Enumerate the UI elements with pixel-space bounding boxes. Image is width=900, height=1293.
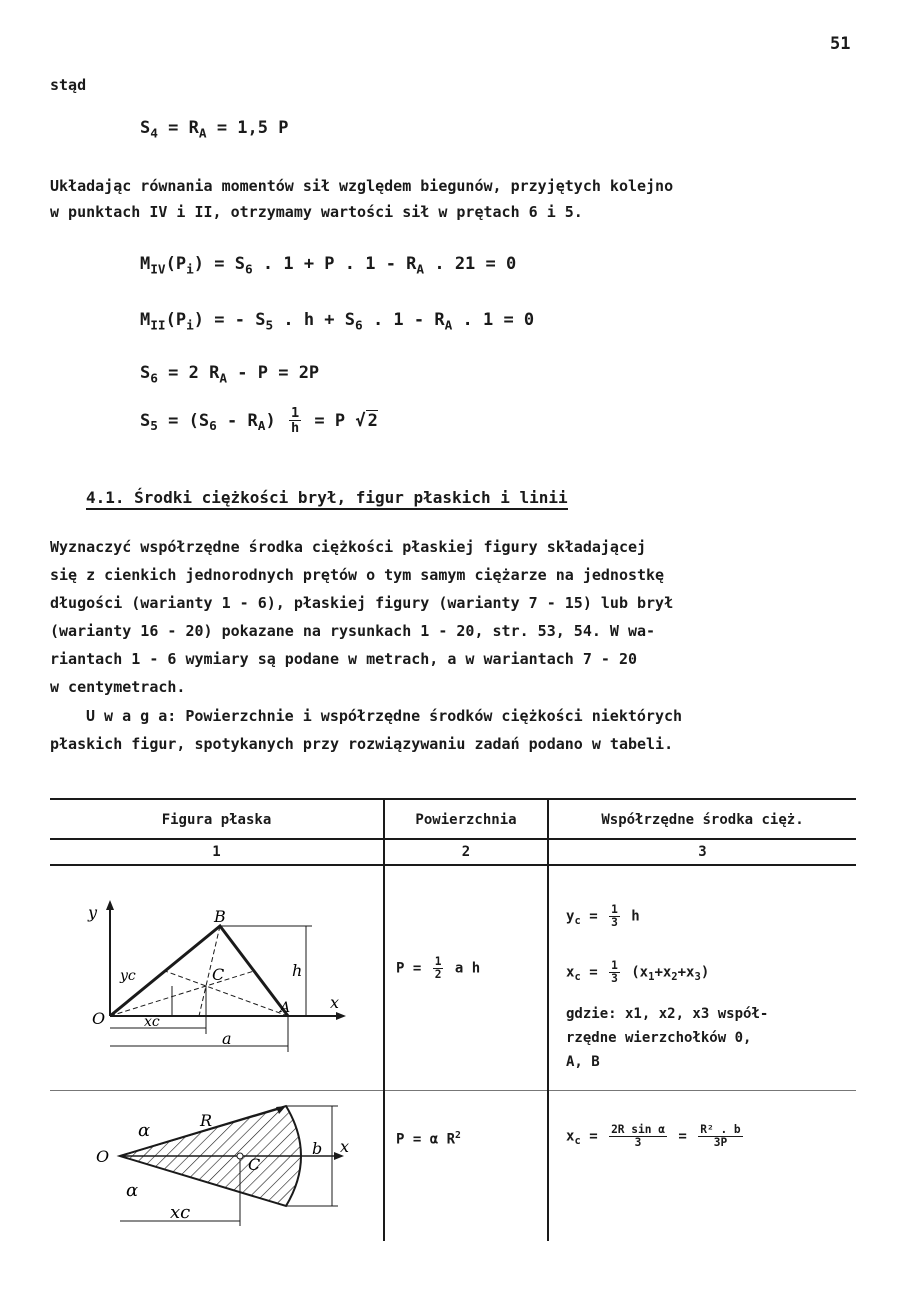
label-y: y [88, 903, 98, 922]
row1-note-line1: gdzie: x1, x2, x3 współ- [566, 1006, 769, 1022]
moment-equation-iv: $M_{IV}(P_i) = S_6$ . 1 + P . $1 - R_A$ . 21 = 0 [140, 254, 517, 278]
fraction-one-over-h: $\frac{1}{h}$ [290, 405, 300, 437]
row1-note-line3: A, B [566, 1054, 600, 1070]
equation-s6: $S_6 = 2$ $R_A - P = 2P$ [140, 363, 320, 387]
column-number-1: 1 [212, 844, 221, 860]
table-col-divider-1 [383, 798, 385, 1241]
label-xc: xc [144, 1014, 160, 1030]
page-number: 51 [830, 34, 851, 54]
paragraph2-line6: w centymetrach. [50, 678, 186, 696]
equation-s4: $S_4 = R_A = 1,5$ P [140, 118, 289, 142]
paragraph2-line4: (warianty 16 - 20) pokazane na rysunkach 1 - 20, str. 53, 54. W wa- [50, 622, 656, 640]
label-c-sector: C [248, 1155, 261, 1174]
paragraph1-line1: Układając równania momentów sił względem biegunów, przyjętych kolejno [50, 177, 674, 195]
paragraph2-line2: się z cienkich jednorodnych prętów o tym samym ciężarze na jednostkę [50, 566, 665, 584]
row2-area: P = α $R^2$ [396, 1130, 461, 1148]
sector-diagram [90, 1096, 370, 1236]
moment-equation-ii: $M_{II}(P_i)$ = - $S_5$ . $h + S_6$ . $1 - R_A$ . 1 = 0 [140, 310, 535, 334]
label-a-vertex: A [280, 1000, 291, 1016]
paragraph2-line3: długości (warianty 1 - 6), płaskiej figury (warianty 7 - 15) lub brył [50, 594, 674, 612]
header-area: Powierzchnia [415, 812, 517, 828]
note-line2: płaskich figur, spotykanych przy rozwiązywaniu zadań podano w tabeli. [50, 735, 674, 753]
triangle-diagram [80, 896, 370, 1066]
label-c: C [212, 965, 225, 984]
label-xc-sector: xc [170, 1202, 191, 1223]
row1-xc: $x_c$ = $\frac{1}{3}$ $(x_1+x_2+x_3)$ [566, 959, 710, 985]
paragraph2-line1: Wyznaczyć współrzędne środka ciężkości płaskiej figury składającej [50, 538, 647, 556]
label-x: x [330, 993, 340, 1012]
paragraph1-line2: w punktach IV i II, otrzymamy wartości sił w prętach 6 i 5. [50, 203, 583, 221]
section-heading: 4.1. Środki ciężkości brył, figur płaskich i linii [86, 488, 568, 510]
equation-s5: $S_5 = (S_6 - R_A)$ $\frac{1}{h}$ = P √ 2 [140, 405, 378, 437]
figures-table [50, 796, 856, 1241]
table-top-rule [50, 798, 856, 800]
row2-xc: $x_c$ = $\frac{\text{2R sin α}}{3}$ = $\frac{\text{R² . b}}{3P}$ [566, 1123, 741, 1149]
column-number-3: 3 [698, 844, 707, 860]
paragraph2-line5: riantach 1 - 6 wymiary są podane w metrach, a w wariantach 7 - 20 [50, 650, 637, 668]
table-row-divider [50, 1090, 856, 1091]
note-line1: U w a g a: Powierzchnie i współrzędne środków ciężkości niektórych [86, 707, 683, 725]
label-b: B [214, 907, 226, 926]
label-b: b [312, 1139, 323, 1158]
table-number-rule [50, 864, 856, 866]
label-yc: yc [120, 968, 136, 984]
intro-word: stąd [50, 76, 87, 94]
label-r: R [200, 1111, 213, 1130]
header-coordinates: Współrzędne środka cięż. [601, 812, 804, 828]
label-a-length: a [222, 1029, 232, 1048]
label-o-sector: O [96, 1147, 110, 1166]
header-figure: Figura płaska [161, 812, 272, 828]
note-label: U w a g a: [86, 707, 177, 725]
row1-yc: $y_c$ = $\frac{1}{3}$ h [566, 903, 640, 929]
table-header-rule [50, 838, 856, 840]
row1-note-line2: rzędne wierzchołków 0, [566, 1030, 752, 1046]
label-o: O [92, 1009, 106, 1028]
label-alpha-top: α [138, 1120, 151, 1141]
label-h: h [292, 961, 303, 980]
label-alpha-bottom: α [126, 1180, 139, 1201]
row1-area: P = $\frac{1}{2}$ a h [396, 955, 481, 981]
column-number-2: 2 [461, 844, 471, 860]
label-x-sector: x [340, 1137, 350, 1156]
table-col-divider-2 [547, 798, 549, 1241]
